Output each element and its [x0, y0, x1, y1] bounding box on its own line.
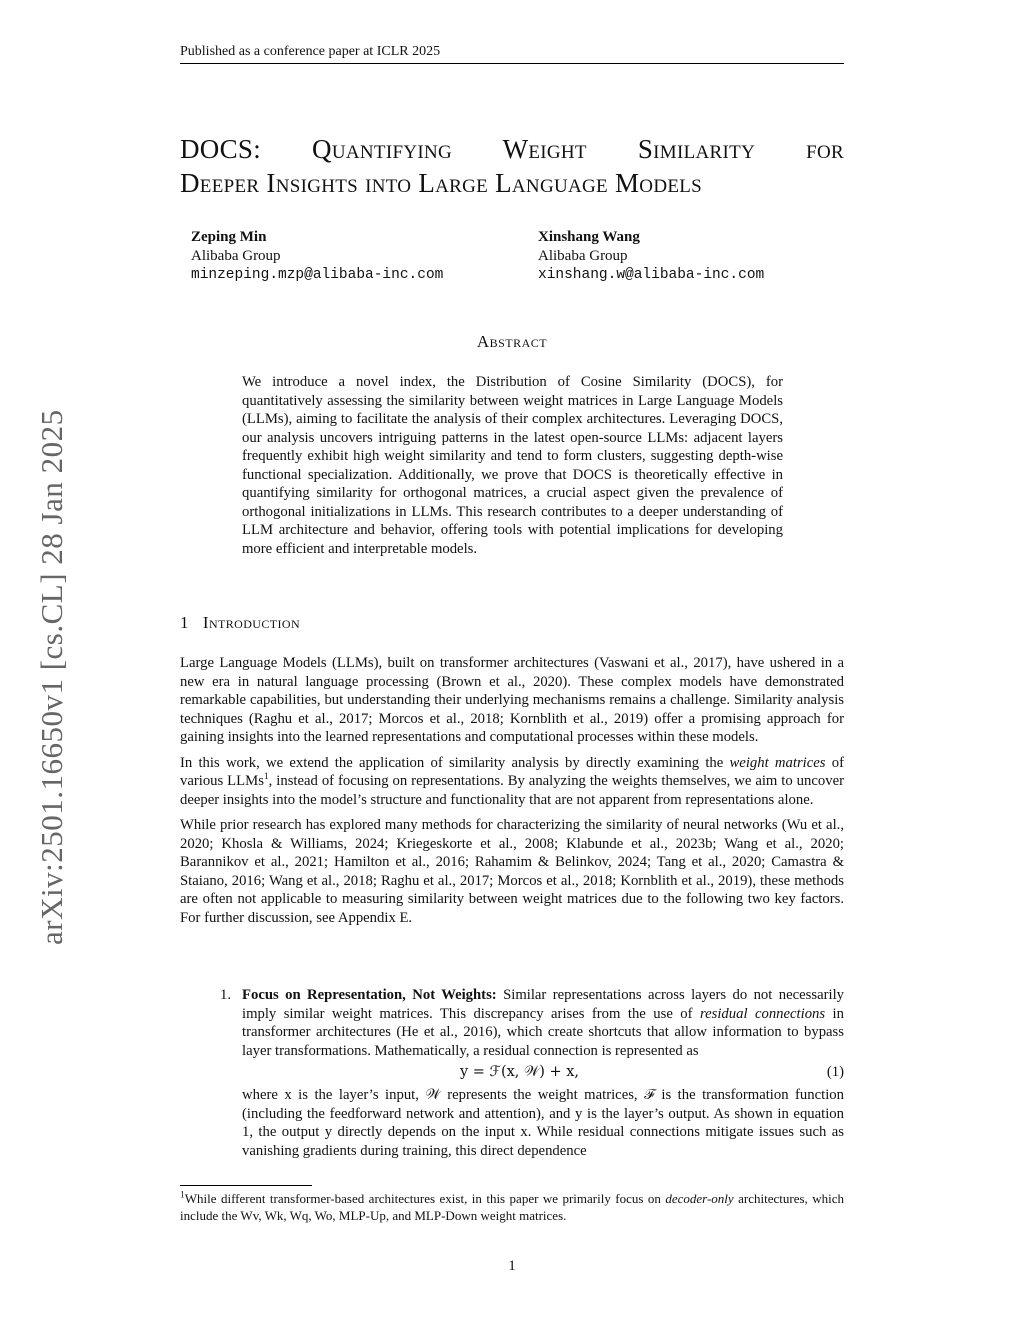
list-item-number: 1. [220, 987, 232, 1003]
list-item [180, 986, 844, 1160]
arxiv-side-label: arXiv:2501.16650v1 [cs.CL] 28 Jan 2025 [34, 409, 69, 945]
list-item-text [242, 986, 844, 1060]
section-title: Introduction [202, 613, 301, 632]
footnote-ref: 1 [263, 772, 269, 783]
author-email: minzeping.mzp@alibaba-inc.com [191, 267, 444, 283]
paragraph: Large Language Models (LLMs), built on transformer architectures (Vaswani et al., 2017), have ushered in a new era in natural language processing (Brown et al., 2020). These complex models have demonstrated remarkable capabilities, but understanding their underlying mechanisms remains a challenge. Similarity analysis techniques (Raghu et al., 2017; Morcos et al., 2018; Kornblith et al., 2019) offer a promising approach for gaining insights into the learned representations and computational processes within these models. [180, 655, 844, 745]
text-run: v, Wk, Wq, Wo, MLP-Up, and MLP-Down weight matrices. [252, 1208, 567, 1223]
abstract-heading: Abstract [476, 332, 548, 351]
text-run: architectures, which include the W [180, 1191, 844, 1223]
text-run: of various LLMs [180, 754, 844, 789]
title-line-2: Deeper Insights into Large Language Models [180, 168, 703, 198]
author-name: Zeping Min [191, 229, 267, 245]
footnote [180, 1190, 844, 1224]
list-item-continuation: where x is the layer’s input, 𝒲 represents the weight matrices, ℱ is the transformation function (including the feedforward network and attention), and y is the layer’s output. As shown in equation 1, the output y directly depends on the input x. While residual connections mitigate issues such as vanishing gradients during training, this direct dependence [242, 1087, 844, 1159]
equation: y = ℱ(x, 𝒲) + x, [460, 1064, 580, 1080]
equation-row [242, 1062, 844, 1084]
bold-lead: Focus on Representation, Not Weights: [242, 987, 497, 1003]
author-affiliation: Alibaba Group [191, 248, 281, 264]
author-affiliation: Alibaba Group [538, 248, 628, 264]
emphasis: decoder-only [665, 1191, 734, 1206]
equation-number: (1) [826, 1064, 844, 1080]
footnote-mark: 1 [180, 1190, 185, 1201]
page-number: 1 [508, 1258, 516, 1274]
section-number: 1 [180, 613, 189, 632]
author-block [538, 228, 764, 285]
section-body [180, 654, 844, 934]
section-heading [180, 613, 300, 633]
text-run: While different transformer-based architectures exist, in this paper we primarily focus on [184, 1191, 666, 1206]
emphasis: weight matrices [729, 754, 826, 771]
footnote-rule [180, 1185, 312, 1186]
text-run: in transformer architectures (He et al., 2016), which create shortcuts that allow information to bypass layer transformations. Mathematically, a residual connection is represented as [242, 1005, 844, 1059]
title-line-1: DOCS: Quantifying Weight Similarity for [180, 134, 844, 164]
text-run: Similar representations across layers do not necessarily imply similar weight matrices. This discrepancy arises from the use of [242, 987, 844, 1022]
author-name: Xinshang Wang [538, 229, 640, 245]
running-header: Published as a conference paper at ICLR 2025 [180, 44, 844, 64]
emphasis: residual connections [699, 1005, 826, 1022]
paragraph [180, 754, 844, 810]
text-run: In this work, we extend the application of similarity analysis by directly examining the [180, 754, 730, 771]
author-email: xinshang.w@alibaba-inc.com [538, 267, 765, 283]
numbered-list [180, 986, 844, 1160]
list-item-body [242, 986, 844, 1160]
abstract-text: We introduce a novel index, the Distribution of Cosine Similarity (DOCS), for quantitatively assessing the similarity between weight matrices in Large Language Models (LLMs), aiming to facilitate the analysis of their complex architectures. Leveraging DOCS, our analysis uncovers intriguing patterns in the latest open-source LLMs: adjacent layers frequently exhibit high weight similarity and tend to form clusters, suggesting depth-wise functional specialization. Additionally, we prove that DOCS is theoretically effective in quantifying similarity for orthogonal matrices, a crucial aspect given the prevalence of orthogonal initializations in LLMs. This research contributes to a deeper understanding of LLM architecture and behavior, offering tools with potential implications for developing more efficient and interpretable models. [242, 374, 783, 557]
paper-title [180, 132, 844, 200]
author-block [191, 228, 443, 285]
paragraph: While prior research has explored many methods for characterizing the similarity of neural networks (Wu et al., 2020; Khosla & Williams, 2024; Kriegeskorte et al., 2008; Klabunde et al., 2023b; Wang et al., 2020; Barannikov et al., 2021; Hamilton et al., 2016; Rahamim & Belinkov, 2024; Tang et al., 2020; Camastra & Staiano, 2016; Wang et al., 2018; Raghu et al., 2017; Morcos et al., 2018; Kornblith et al., 2019), these methods are often not applicable to measuring similarity between weight matrices due to the following two key factors. For further discussion, see Appendix E. [180, 817, 844, 926]
text-run: , instead of focusing on representations. By analyzing the weights themselves, we aim to uncover deeper insights into the model’s structure and functionality that are not apparent from representations alone. [180, 773, 844, 808]
